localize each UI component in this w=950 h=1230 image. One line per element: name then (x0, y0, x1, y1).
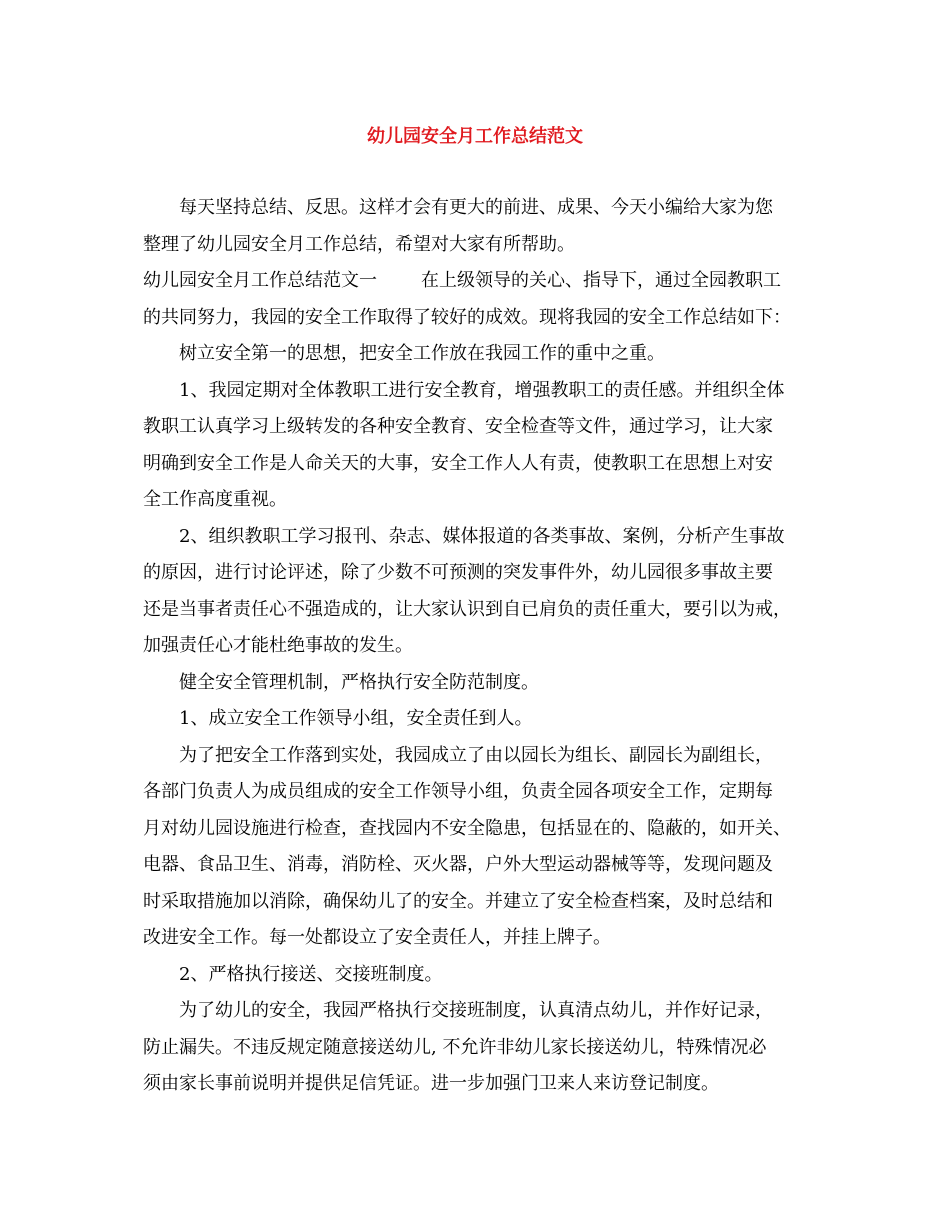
paragraph-line: 还是当事者责任心不强造成的，让大家认识到自已肩负的责任重大，要引以为戒， (143, 599, 791, 620)
paragraph-line: 须由家长事前说明并提供足信凭证。进一步加强门卫来人来访登记制度。 (143, 1073, 719, 1094)
paragraph-line: 1、我园定期对全体教职工进行安全教育，增强教职工的责任感。并组织全体 (179, 380, 785, 401)
paragraph-line: 整理了幼儿园安全月工作总结，希望对大家有所帮助。 (143, 234, 575, 255)
paragraph-line: 的原因，进行讨论评述，除了少数不可预测的突发事件外，幼儿园很多事故主要 (143, 562, 773, 583)
paragraph-line: 树立安全第一的思想，把安全工作放在我园工作的重中之重。 (179, 343, 665, 364)
paragraph-line: 健全安全管理机制，严格执行安全防范制度。 (179, 672, 539, 693)
paragraph-line (143, 269, 781, 293)
paragraph-line: 加强责任心才能杜绝事故的发生。 (143, 635, 413, 656)
paragraph-line: 为了把安全工作落到实处，我园成立了由以园长为组长、副园长为副组长， (179, 745, 773, 766)
paragraph-line: 各部门负责人为成员组成的安全工作领导小组，负责全园各项安全工作，定期每 (143, 781, 773, 802)
paragraph-text: 在上级领导的关心、指导下，通过全园教职工 (421, 270, 781, 291)
paragraph-line: 防止漏失。不违反规定随意接送幼儿, 不允许非幼儿家长接送幼儿，特殊情况必 (143, 1037, 767, 1058)
paragraph-line: 2、严格执行接送、交接班制度。 (179, 964, 443, 985)
document-title: 幼儿园安全月工作总结范文 (367, 126, 583, 147)
paragraph-line: 改进安全工作。每一处都设立了安全责任人，并挂上牌子。 (143, 927, 611, 948)
paragraph-line: 电器、食品卫生、消毒，消防栓、灭火器，户外大型运动器械等等，发现问题及 (143, 854, 773, 875)
paragraph-line: 明确到安全工作是人命关天的大事，安全工作人人有责，使教职工在思想上对安 (143, 453, 773, 474)
section-heading: 幼儿园安全月工作总结范文一 (143, 270, 377, 291)
paragraph-line: 全工作高度重视。 (143, 489, 287, 510)
paragraph-line: 每天坚持总结、反思。这样才会有更大的前进、成果、今天小编给大家为您 (179, 197, 773, 218)
paragraph-line: 1、成立安全工作领导小组，安全责任到人。 (179, 708, 533, 729)
paragraph-line: 为了幼儿的安全，我园严格执行交接班制度，认真清点幼儿，并作好记录， (179, 1000, 773, 1021)
paragraph-line: 教职工认真学习上级转发的各种安全教育、安全检查等文件，通过学习，让大家 (143, 416, 773, 437)
paragraph-line: 的共同努力，我园的安全工作取得了较好的成效。现将我园的安全工作总结如下： (143, 307, 791, 328)
paragraph-line: 月对幼儿园设施进行检查，查找园内不安全隐患，包括显在的、隐蔽的，如开关、 (143, 818, 791, 839)
paragraph-line: 2、组织教职工学习报刊、杂志、媒体报道的各类事故、案例，分析产生事故 (179, 526, 785, 547)
paragraph-line: 时采取措施加以消除，确保幼儿了的安全。并建立了安全检查档案，及时总结和 (143, 891, 773, 912)
